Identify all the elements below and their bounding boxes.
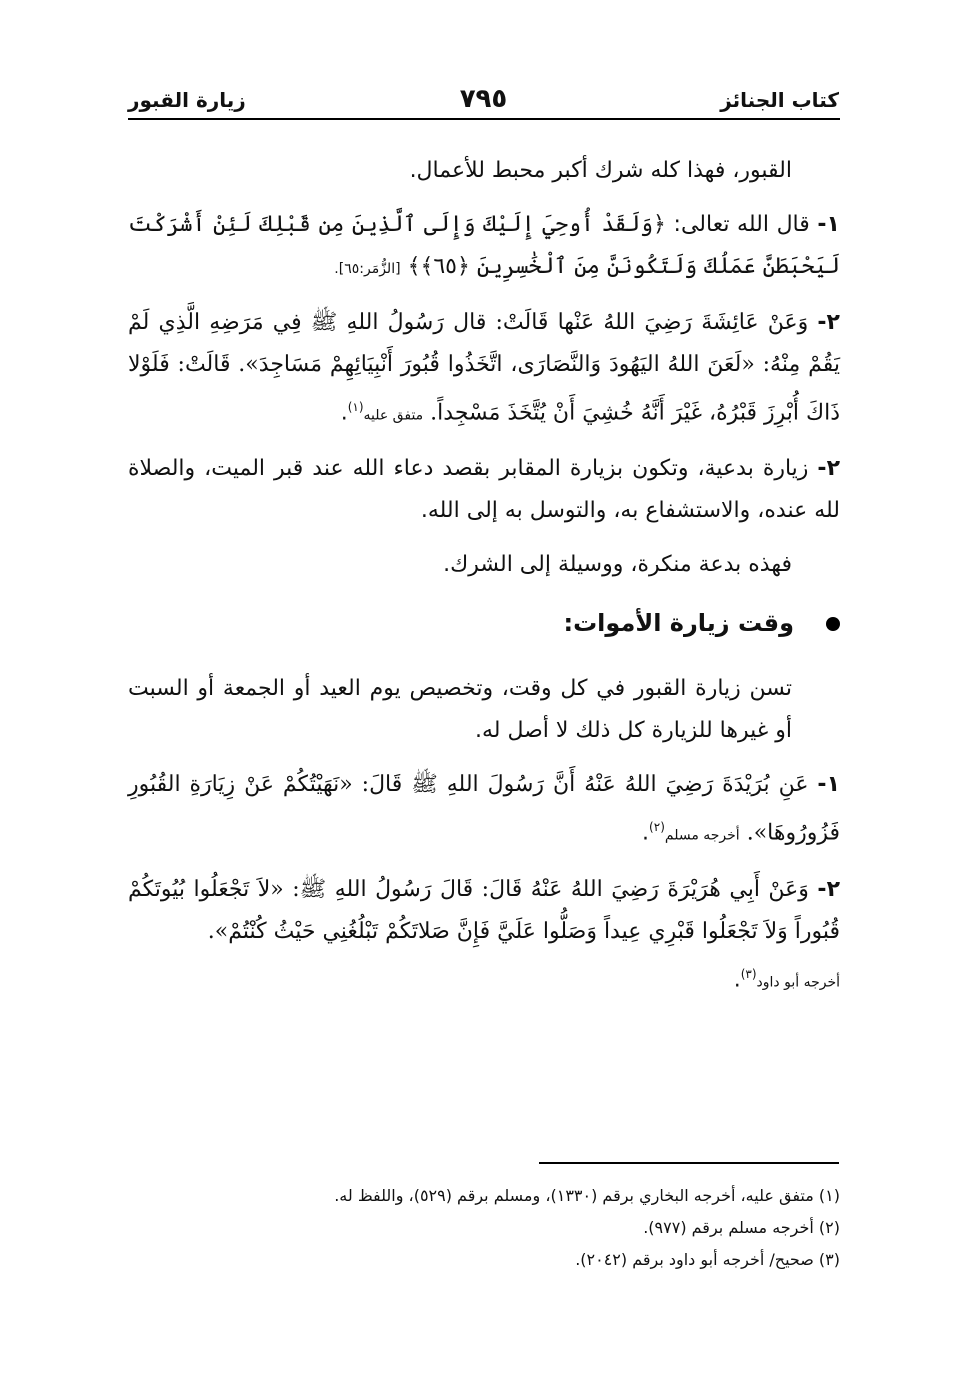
- section-heading: [128, 602, 840, 644]
- hadith-end: .: [642, 820, 650, 846]
- item-number: ١-: [817, 772, 840, 798]
- hadith-source: متفق عليه: [363, 407, 424, 424]
- quran-verse: ﴿وَلَقَدْ أُوحِيَ إِلَيْكَ وَإِلَى ٱلَّذِينَ مِن قَبْلِكَ لَئِنْ أَشْرَكْتَ لَيَحْبَطَنَّ عَمَلُكَ وَلَتَكُونَنَّ مِنَ ٱلْخَٰسِرِينَ ﴿٦٥﴾﴾: [128, 212, 840, 279]
- item-number: ٢-: [817, 310, 840, 335]
- footnote-2: (٢) أخرجه مسلم برقم (٩٧٧).: [643, 1218, 840, 1237]
- hadith-end: .: [733, 966, 741, 992]
- hadith-source: أخرجه أبو داود: [756, 973, 840, 990]
- bullet-icon: [826, 617, 840, 631]
- hadith-text: وَعَنْ أَبِي هُرَيْرَةَ رَضِيَ اللهُ عَنْهُ قَالَ: قَالَ رَسُولُ اللهِ ﷺ: «لاَ تَجْعَلُوا بُيُوتَكُمْ قُبُوراً وَلاَ تَجْعَلُوا قَبْرِي عِيداً وَصَلُّوا عَلَيَّ فَإِنَّ صَلاتَكُمْ تَبْلُغُنِي حَيْثُ كُنْتُمْ».: [128, 876, 840, 944]
- page-number: ٧٩٥: [459, 84, 508, 114]
- footnote-marker: (٢): [649, 820, 665, 835]
- hadith-text: عَنِ بُرَيْدَةَ رَضِيَ اللهُ عَنْهُ أَنَّ رَسُولَ اللهِ ﷺ قَالَ: «نَهَيْتُكُمْ عَنْ زِيَارَةِ القُبُورِ فَزُورُوهَا».: [128, 772, 840, 846]
- heading-text: وقت زيارة الأموات:: [563, 609, 794, 638]
- item-number: ٢-: [817, 876, 840, 902]
- paragraph-text: تسن زيارة القبور في كل وقت، وتخصيص يوم العيد أو الجمعة أو السبت أو غيرها للزيارة كل ذلك لا أصل له.: [128, 676, 792, 744]
- intro-text: القبور، فهذا كله شرك أكبر محبط للأعمال.: [409, 158, 792, 183]
- page-body: [128, 150, 840, 1015]
- verse-reference: [الزُّمَر:٦٥].: [334, 261, 401, 277]
- footnote-marker: (١): [347, 400, 364, 414]
- chapter-title: كتاب الجنائز: [720, 88, 839, 112]
- hadith-text: وَعَنْ عَائِشَةَ رَضِيَ اللهُ عَنْها قَالَتْ: قال رَسُولُ اللهِ ﷺ فِي مَرَضِهِ الَّذِي لَمْ يَقُمْ مِنْهُ: «لَعَنَ اللهُ اليَهُودَ وَالنَّصَارَى، اتَّخَذُوا قُبُورَ أَنْبِيَائِهِمْ مَسَاجِدَ». قَالَتْ: فَلَوْلا ذَاكَ أُبْرِزَ قَبْرُهُ، غَيْرَ أَنَّهُ خُشِيَ أَنْ يُتَّخَذَ مَسْجِداً.: [128, 310, 840, 426]
- footnote-marker: (٣): [740, 966, 757, 981]
- hadith-end: .: [340, 400, 348, 426]
- footnote-rule: [539, 1162, 839, 1164]
- item-hadith-abu-hurayrah: [128, 869, 840, 1003]
- verse-lead: قال الله تعالى:: [673, 212, 810, 237]
- hadith-source: أخرجه مسلم: [664, 827, 740, 844]
- footnote-1: (١) متفق عليه، أخرجه البخاري برقم (١٣٣٠)، ومسلم برقم (٥٢٩)، واللفظ له.: [334, 1186, 840, 1205]
- item-hadith-aisha: [128, 302, 840, 436]
- footnote-3: (٣) صحيح/ أخرجه أبو داود برقم (٢٠٤٢).: [575, 1250, 840, 1269]
- item-verse: [128, 204, 840, 290]
- item-innovative-visit: [128, 448, 840, 532]
- footnotes: [128, 1180, 840, 1276]
- item-hadith-buraydah: [128, 764, 840, 856]
- item-text: زيارة بدعية، وتكون بزيارة المقابر بقصد دعاء الله عند قبر الميت، والصلاة لله عنده، والاستشفاع به، والتوسل به إلى الله.: [128, 456, 840, 524]
- item-number: ١-: [817, 212, 840, 237]
- item-number: ٢-: [817, 456, 840, 482]
- innovation-note: فهذه بدعة منكرة، ووسيلة إلى الشرك.: [443, 552, 792, 578]
- header-rule: [128, 118, 840, 120]
- section-title: زيارة القبور: [128, 88, 246, 112]
